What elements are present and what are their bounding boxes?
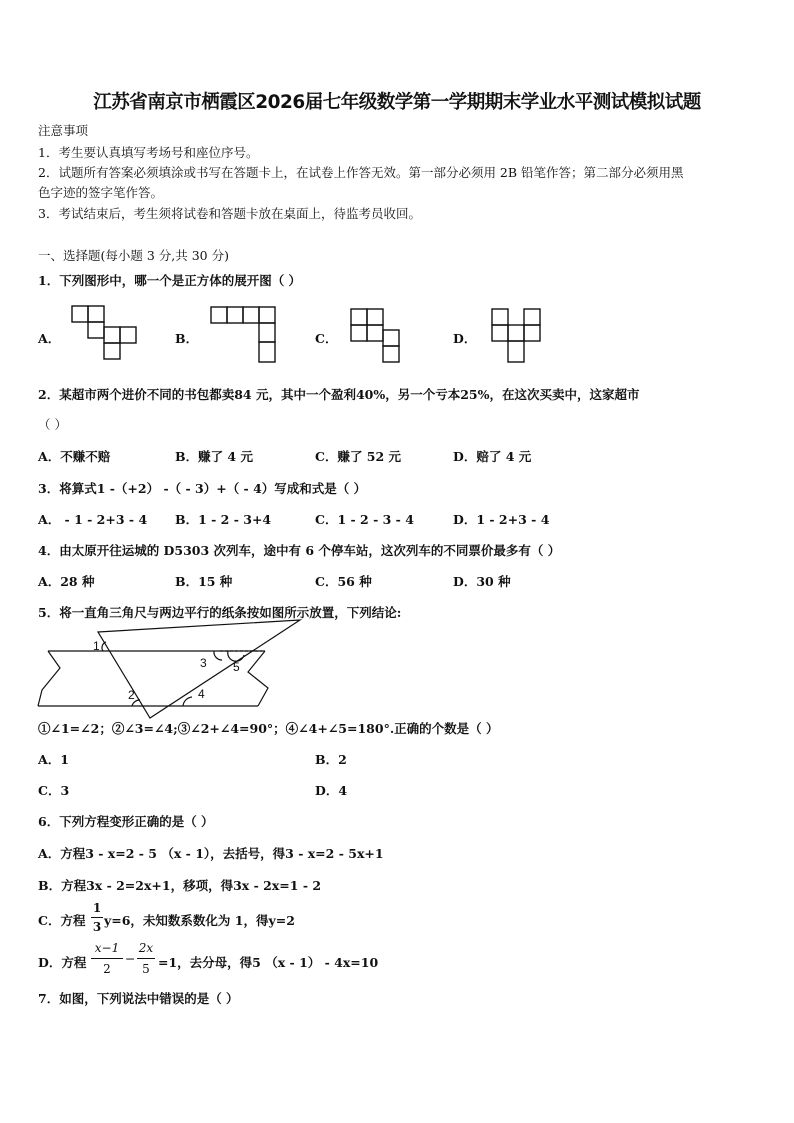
q5-option-b: B．2 (315, 752, 347, 767)
q2-option-d: D．赔了 4 元 (453, 449, 532, 464)
q4-option-d: D．30 种 (453, 574, 511, 589)
q1-option-d: D． (453, 331, 477, 346)
q3-option-b: B．1 - 2 - 3+4 (175, 512, 272, 527)
q6-option-d-prefix: D．方程 (38, 955, 87, 970)
q3-option-a: A． - 1 - 2+3 - 4 (38, 512, 148, 527)
note-1: 1．考生要认真填写考场号和座位序号。 (38, 145, 259, 160)
note-2: 2．试题所有答案必须填涂或书写在答题卡上，在试卷上作答无效。第一部分必须用 2B 铅笔作答；第二部分必须用黑 (38, 165, 684, 180)
q6-c-numerator: 1 (92, 901, 102, 915)
q3-option-d: D．1 - 2+3 - 4 (453, 512, 550, 527)
label-1: 1 (93, 639, 100, 653)
q6-c-denominator: 3 (92, 920, 102, 934)
q6-option-c-rest: y=6，未知数系数化为 1，得y=2 (104, 913, 295, 928)
q6-d-fraction-bar-1 (91, 958, 123, 959)
q6-d-minus: − (125, 951, 136, 966)
label-3: 3 (200, 656, 207, 670)
q5-option-a: A．1 (38, 752, 69, 767)
label-5: 5 (233, 660, 240, 674)
q6-d-numerator-1: x−1 (94, 941, 120, 955)
q5-conclusions: ①∠1=∠2；②∠3=∠4;③∠2+∠4=90°；④∠4+∠5=180°.正确的个数是（ ） (38, 721, 499, 736)
q2-paren: （ ） (38, 417, 67, 432)
set-square (98, 620, 300, 718)
q5-option-c: C．3 (38, 783, 70, 798)
q6-option-b: B．方程3x - 2=2x+1，移项，得3x - 2x=1 - 2 (38, 878, 322, 893)
strip-right-tear (248, 651, 268, 706)
q6-d-denominator-1: 2 (103, 962, 111, 976)
q1-option-c: C． (315, 331, 338, 346)
q6-d-numerator-2: 2x (138, 941, 154, 955)
q4-stem: 4．由太原开往运城的 D5303 次列车，途中有 6 个停车站，这次列车的不同票价最多有（ ） (38, 543, 561, 558)
q6-d-fraction-bar-2 (137, 958, 155, 959)
angle-3-arc (214, 651, 222, 660)
q3-option-c: C．1 - 2 - 3 - 4 (315, 512, 414, 527)
q2-option-c: C．赚了 52 元 (315, 449, 402, 464)
q4-option-b: B．15 种 (175, 574, 233, 589)
notes-heading: 注意事项 (38, 123, 89, 138)
q6-stem: 6．下列方程变形正确的是（ ） (38, 814, 214, 829)
q5-option-d: D．4 (315, 783, 348, 798)
q1-stem: 1．下列图形中，哪一个是正方体的展开图（ ） (38, 273, 302, 288)
q5-stem: 5．将一直角三角尺与两边平行的纸条按如图所示放置，下列结论: (38, 605, 402, 620)
q6-option-a: A．方程3 - x=2 - 5 （x - 1），去括号，得3 - x=2 - 5x+1 (38, 846, 384, 861)
q2-option-a: A．不赚不赔 (38, 449, 111, 464)
strip-left-tear (38, 651, 60, 706)
q2-stem: 2．某超市两个进价不同的书包都卖84 元，其中一个盈利40%，另一个亏本25%，在这次买卖中，这家超市 (38, 387, 640, 402)
q4-option-a: A．28 种 (38, 574, 95, 589)
q6-option-c-prefix: C．方程 (38, 913, 86, 928)
q6-option-d-rest: =1，去分母，得5 （x - 1） - 4x=10 (158, 955, 379, 970)
page-title: 江苏省南京市栖霞区2026届七年级数学第一学期期末学业水平测试模拟试题 (93, 92, 701, 113)
q2-option-b: B．赚了 4 元 (175, 449, 253, 464)
q7-stem: 7．如图，下列说法中错误的是（ ） (38, 991, 239, 1006)
label-4: 4 (198, 687, 205, 701)
q1-option-b: B． (175, 331, 199, 346)
section-heading: 一、选择题(每小题 3 分,共 30 分) (38, 248, 229, 263)
q6-d-denominator-2: 5 (142, 962, 150, 976)
label-2: 2 (128, 688, 135, 702)
angle-4-arc (183, 697, 192, 706)
q6-c-fraction-bar (91, 917, 103, 918)
q1-option-a: A． (38, 331, 61, 346)
q4-option-c: C．56 种 (315, 574, 372, 589)
q3-stem: 3．将算式1 -（+2） -（ - 3）+（ - 4）写成和式是（ ） (38, 481, 367, 496)
note-3: 3．考试结束后，考生须将试卷和答题卡放在桌面上，待监考员收回。 (38, 206, 421, 221)
note-2-cont: 色字迹的签字笔作答。 (38, 185, 164, 200)
